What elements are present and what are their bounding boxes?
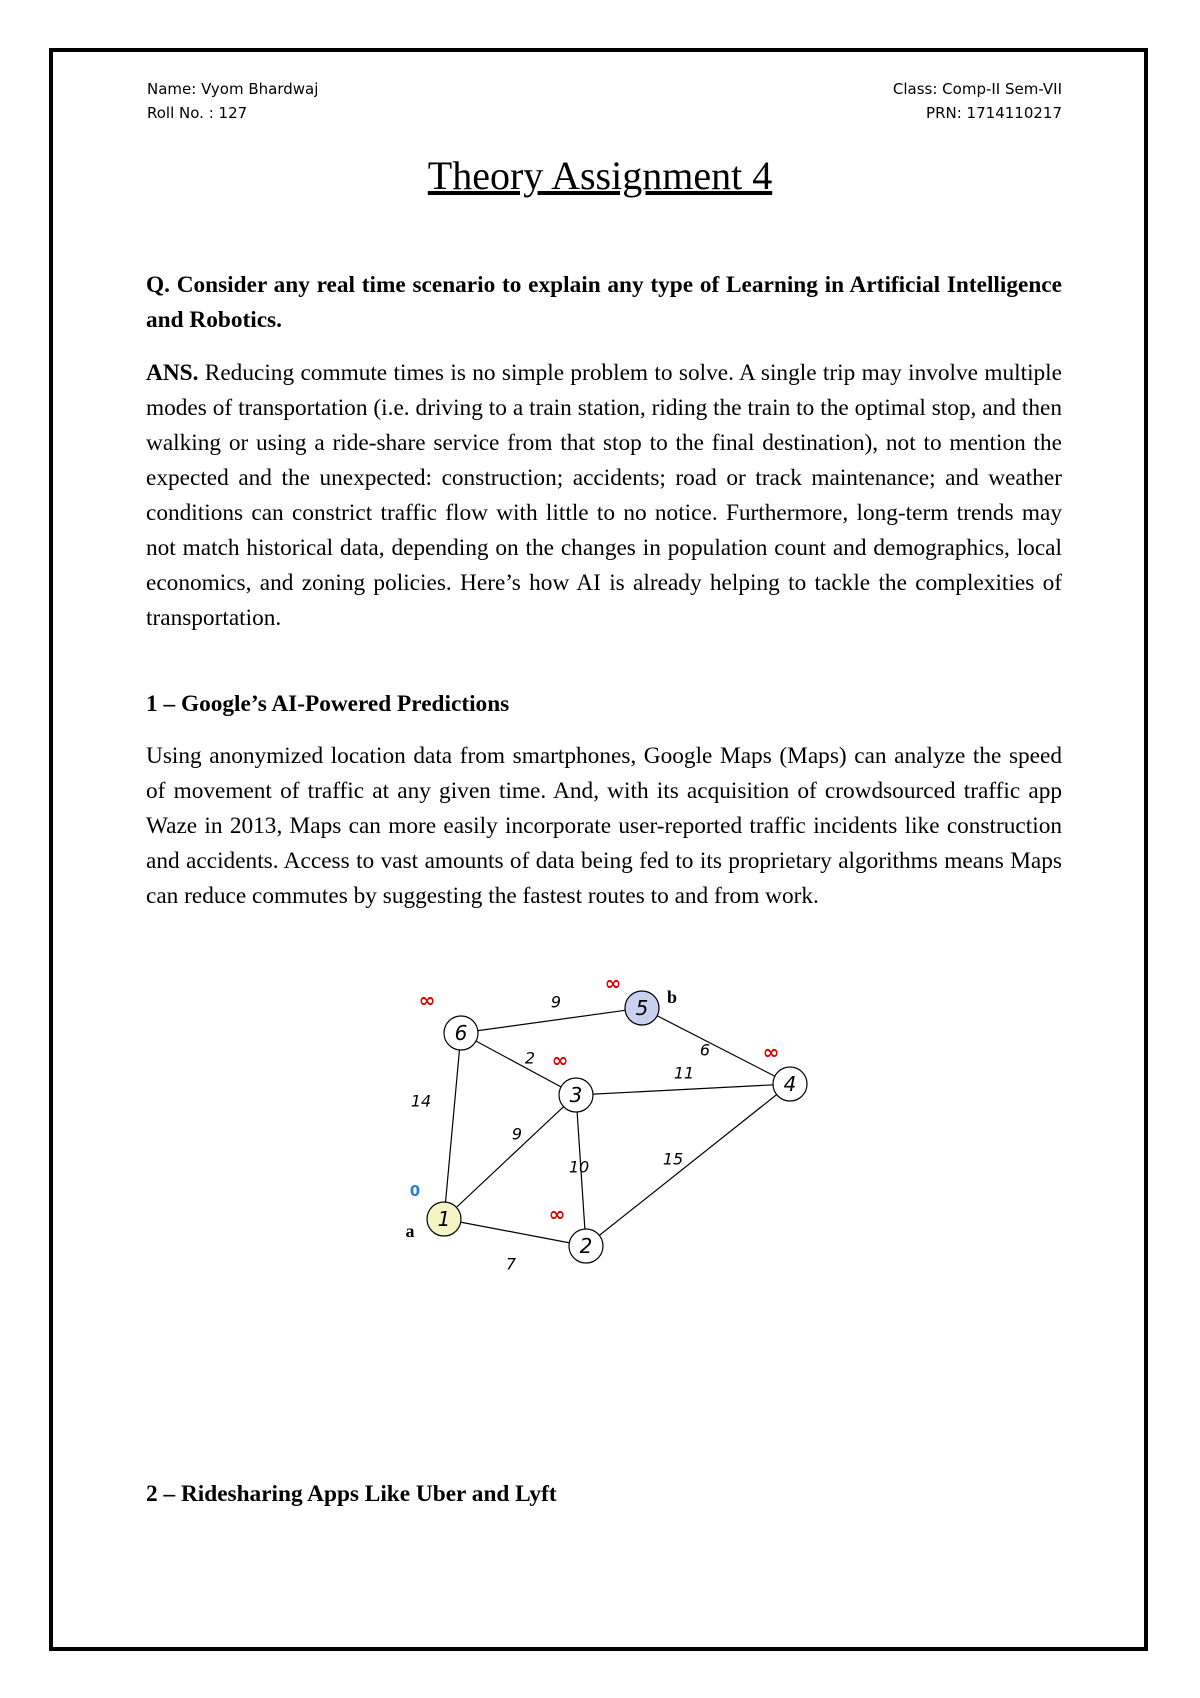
edge-6-5	[461, 1008, 642, 1033]
node-label: 2	[579, 1234, 593, 1258]
header-right	[893, 77, 1062, 125]
edge-2-4	[586, 1084, 790, 1246]
edge-weight: 15	[662, 1149, 684, 1169]
edge-weight: 11	[673, 1063, 695, 1083]
node-tag: b	[666, 987, 678, 1007]
node-distance: ∞	[604, 975, 622, 995]
edge-weight: 6	[699, 1040, 711, 1060]
question	[146, 268, 1062, 338]
edge-weight: 2	[524, 1048, 536, 1068]
node-label: 4	[783, 1072, 797, 1096]
edge-weight: 9	[550, 992, 562, 1012]
node-distance: ∞	[551, 1048, 569, 1072]
edge-weight: 9	[511, 1124, 523, 1144]
node-label: 3	[569, 1083, 583, 1107]
answer-label: ANS.	[146, 360, 199, 386]
header-left	[147, 77, 318, 125]
edge-3-4	[576, 1084, 790, 1095]
node-label: 1	[437, 1207, 451, 1231]
student-name: Name: Vyom Bhardwaj	[147, 80, 319, 98]
graph-diagram	[380, 975, 820, 1295]
prn-number: PRN: 1714110217	[926, 104, 1062, 122]
answer-text: Reducing commute times is no simple problem to solve. A single trip may involve multiple modes of transportation (i.e. driving to a train station, riding the train to the optimal stop, and then walking or using a ride-share service from that stop to the final destination), not to mention the expected and the unexpected: construction; accidents; road or track maintenance; and weather conditions can constrict traffic flow with little to no notice. Furthermore, long-term trends may not match historical data, depending on the changes in population count and demographics, local economics, and zoning policies. Here’s how AI is already helping to tackle the complexities of transportation.	[146, 360, 1062, 631]
class-info: Class: Comp-II Sem-VII	[892, 80, 1062, 98]
node-distance: ∞	[418, 988, 436, 1012]
node-tag: a	[405, 1221, 415, 1241]
question-text: Q. Consider any real time scenario to explain any type of Learning in Artificial Intelligence and Robotics.	[146, 272, 1062, 333]
roll-number: Roll No. : 127	[147, 104, 248, 122]
edge-6-1	[444, 1033, 461, 1219]
node-distance: ∞	[762, 1040, 780, 1064]
node-distance: ∞	[548, 1202, 566, 1226]
node-label: 6	[454, 1021, 468, 1045]
edge-1-3	[444, 1095, 576, 1219]
answer	[146, 356, 1062, 636]
node-label: 5	[635, 996, 649, 1020]
edge-weight: 7	[505, 1254, 517, 1274]
page-title: Theory Assignment 4	[427, 153, 773, 198]
section1-paragraph	[146, 739, 1062, 914]
section1-heading: 1 – Google’s AI-Powered Predictions	[146, 691, 510, 717]
edge-weight: 14	[410, 1091, 432, 1111]
node-distance: 0	[409, 1182, 421, 1200]
section1-text: Using anonymized location data from smartphones, Google Maps (Maps) can analyze the speed of movement of traffic at any given time. And, with its acquisition of crowdsourced traffic app Waze in 2013, Maps can more easily incorporate user-reported traffic incidents like construction and accidents. Access to vast amounts of data being fed to its proprietary algorithms means Maps can reduce commutes by suggesting the fastest routes to and from work.	[146, 743, 1062, 909]
edge-weight: 10	[568, 1157, 590, 1177]
section2-heading: 2 – Ridesharing Apps Like Uber and Lyft	[146, 1481, 557, 1507]
